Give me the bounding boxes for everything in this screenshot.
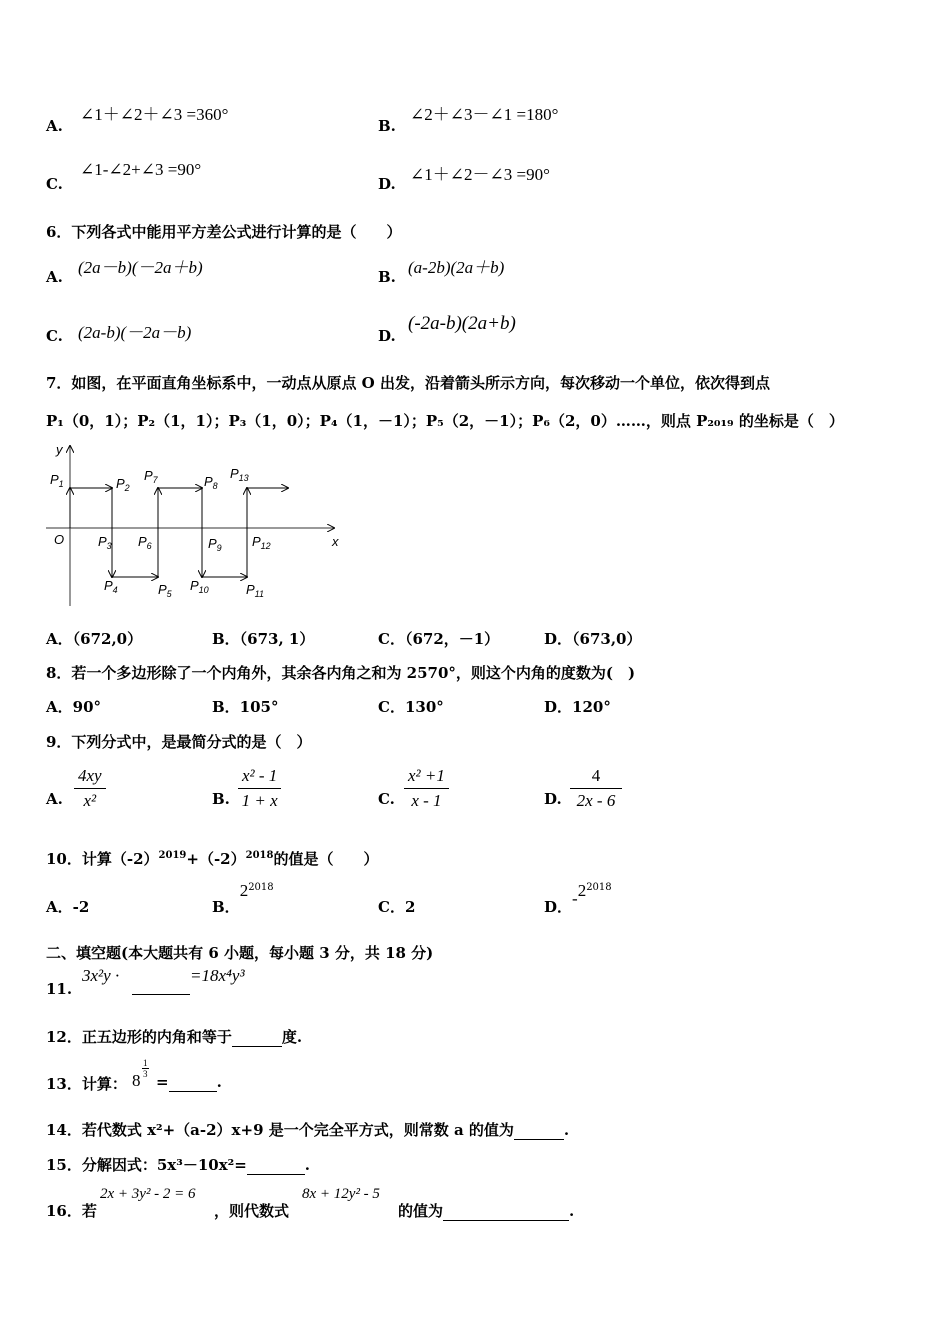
q6-option-c-expr: (2a-b)(－2a－b) <box>78 323 192 342</box>
q10-option-b: B．$2^{2018}$ <box>212 881 274 916</box>
q9-option-d-label: D. <box>544 790 562 808</box>
q10-option-d: D．$-2^{2018}$ <box>544 881 612 916</box>
point-label-p1: $P_1$ <box>50 472 64 489</box>
q13-text: 13．计算： <box>46 1075 127 1093</box>
point-label-p11: $P_{11}$ <box>246 582 265 599</box>
q14-text: 14．若代数式 x²+（a-2）x+9 是一个完全平方式，则常数 a 的值为 . <box>46 1121 570 1139</box>
q9-option-c-fraction: $\frac{\text{x² +1}}{x - 1}$ <box>404 766 449 811</box>
q5-option-a-expr: ∠1＋∠2＋∠3 =360° <box>80 105 229 124</box>
q5-option-c-label: C. <box>46 175 63 193</box>
q16-pre: 16．若 <box>46 1202 97 1220</box>
q5-option-b-label: B. <box>378 117 396 135</box>
q9-option-b-fraction: $\frac{\text{x² - 1}}{1 + x}$ <box>238 766 281 811</box>
q9-option-b-label: B. <box>212 790 230 808</box>
point-label-p7: $P_7$ <box>144 468 158 485</box>
q5-option-c-expr: ∠1-∠2+∠3 =90° <box>80 160 202 179</box>
point-label-p8: $P_8$ <box>204 474 218 491</box>
q9-option-a-label: A. <box>46 790 63 808</box>
q13-blank[interactable] <box>169 1073 217 1092</box>
point-label-p9: $P_9$ <box>208 536 222 553</box>
q11-rhs: =18x⁴y³ <box>190 966 245 985</box>
point-label-p4: $P_4$ <box>104 578 118 595</box>
section-2-title: 二、填空题(本大题共有 6 小题，每小题 3 分，共 18 分) <box>46 944 434 962</box>
q5-option-d-label: D. <box>378 175 396 193</box>
q9-stem: 9．下列分式中，是最简分式的是（ ） <box>46 733 312 751</box>
q11-lhs: 3x²y · <box>82 966 120 985</box>
q7-coordinate-figure <box>40 440 340 610</box>
q7-stem-line2: P₁（0，1）；P₂（1，1）；P₃（1，0）；P₄（1，－1）；P₅（2，－1）；P₆（2，0）……，则点 P₂₀₁₉ 的坐标是（ ） <box>46 412 844 430</box>
q6-option-a-expr: (2a－b)(－2a＋b) <box>78 258 203 277</box>
q6-option-d-label: D. <box>378 327 396 345</box>
q6-option-c-label: C. <box>46 327 63 345</box>
q9-option-d-fraction: $\frac{4}{2x - 6}$ <box>570 766 622 811</box>
q6-option-b-label: B. <box>378 268 396 286</box>
q9-option-c-label: C. <box>378 790 395 808</box>
q11-label: 11. <box>46 980 73 998</box>
q6-option-a-label: A. <box>46 268 63 286</box>
q16-expression: 8x + 12y² - 5 <box>302 1186 380 1202</box>
q7-stem-line1: 7．如图，在平面直角坐标系中，一动点从原点 O 出发，沿着箭头所示方向，每次移动一个单位，依次得到点 <box>46 374 770 392</box>
origin-label: O <box>54 532 65 547</box>
q13-answer: = . <box>156 1073 222 1091</box>
q11-blank[interactable] <box>132 980 190 995</box>
q13-base: 8 <box>132 1071 141 1090</box>
q5-option-b-expr: ∠2＋∠3－∠1 =180° <box>410 105 559 124</box>
point-label-p13: $P_{13}$ <box>230 466 249 483</box>
q16-tail: 的值为 . <box>398 1202 575 1220</box>
q10-option-c: C．2 <box>378 898 416 916</box>
point-label-p10: $P_{10}$ <box>190 578 209 595</box>
q5-option-d-expr: ∠1＋∠2－∠3 =90° <box>410 165 550 184</box>
q16-blank[interactable] <box>443 1202 569 1221</box>
q16-condition: 2x + 3y² - 2 = 6 <box>100 1186 196 1202</box>
q7-option-b: B．（673, 1） <box>212 630 315 648</box>
q10-option-a: A．-2 <box>46 898 90 916</box>
y-axis-label: y <box>56 442 63 457</box>
q16-mid: ，则代数式 <box>214 1202 290 1220</box>
q8-option-d: D．120° <box>544 698 611 716</box>
point-label-p5: $P_5$ <box>158 582 172 599</box>
q8-option-a: A．90° <box>46 698 102 716</box>
q6-stem: 6．下列各式中能用平方差公式进行计算的是（ ） <box>46 223 402 241</box>
q8-option-b: B．105° <box>212 698 279 716</box>
q12-text: 12．正五边形的内角和等于 度. <box>46 1028 303 1046</box>
q8-stem: 8．若一个多边形除了一个内角外，其余各内角之和为 2570°，则这个内角的度数为( ) <box>46 664 636 682</box>
q8-option-c: C．130° <box>378 698 444 716</box>
q12-blank[interactable] <box>232 1028 282 1047</box>
point-label-p12: $P_{12}$ <box>252 534 271 551</box>
q5-option-a-label: A. <box>46 117 63 135</box>
q6-option-d-expr: (-2a-b)(2a+b) <box>408 313 516 334</box>
q14-blank[interactable] <box>514 1121 564 1140</box>
q9-option-a-fraction: $\frac{4xy}{\text{x²}}$ <box>74 766 106 811</box>
q7-option-c: C．（672，－1） <box>378 630 500 648</box>
x-axis-label: x <box>332 534 339 549</box>
q7-option-d: D．（673,0） <box>544 630 642 648</box>
q7-option-a: A．（672,0） <box>46 630 143 648</box>
q13-exponent: 1 3 <box>143 1058 148 1079</box>
point-label-p3: $P_3$ <box>98 534 112 551</box>
q15-blank[interactable] <box>247 1156 305 1175</box>
q6-option-b-expr: (a-2b)(2a＋b) <box>408 258 505 277</box>
point-label-p6: $P_6$ <box>138 534 152 551</box>
point-label-p2: $P_2$ <box>116 476 130 493</box>
q10-stem: 10．计算$(-2)^{2019}+(-2)^{2018}$的值是（ ） <box>46 850 379 868</box>
q15-text: 15．分解因式：5x³－10x²= . <box>46 1156 311 1174</box>
